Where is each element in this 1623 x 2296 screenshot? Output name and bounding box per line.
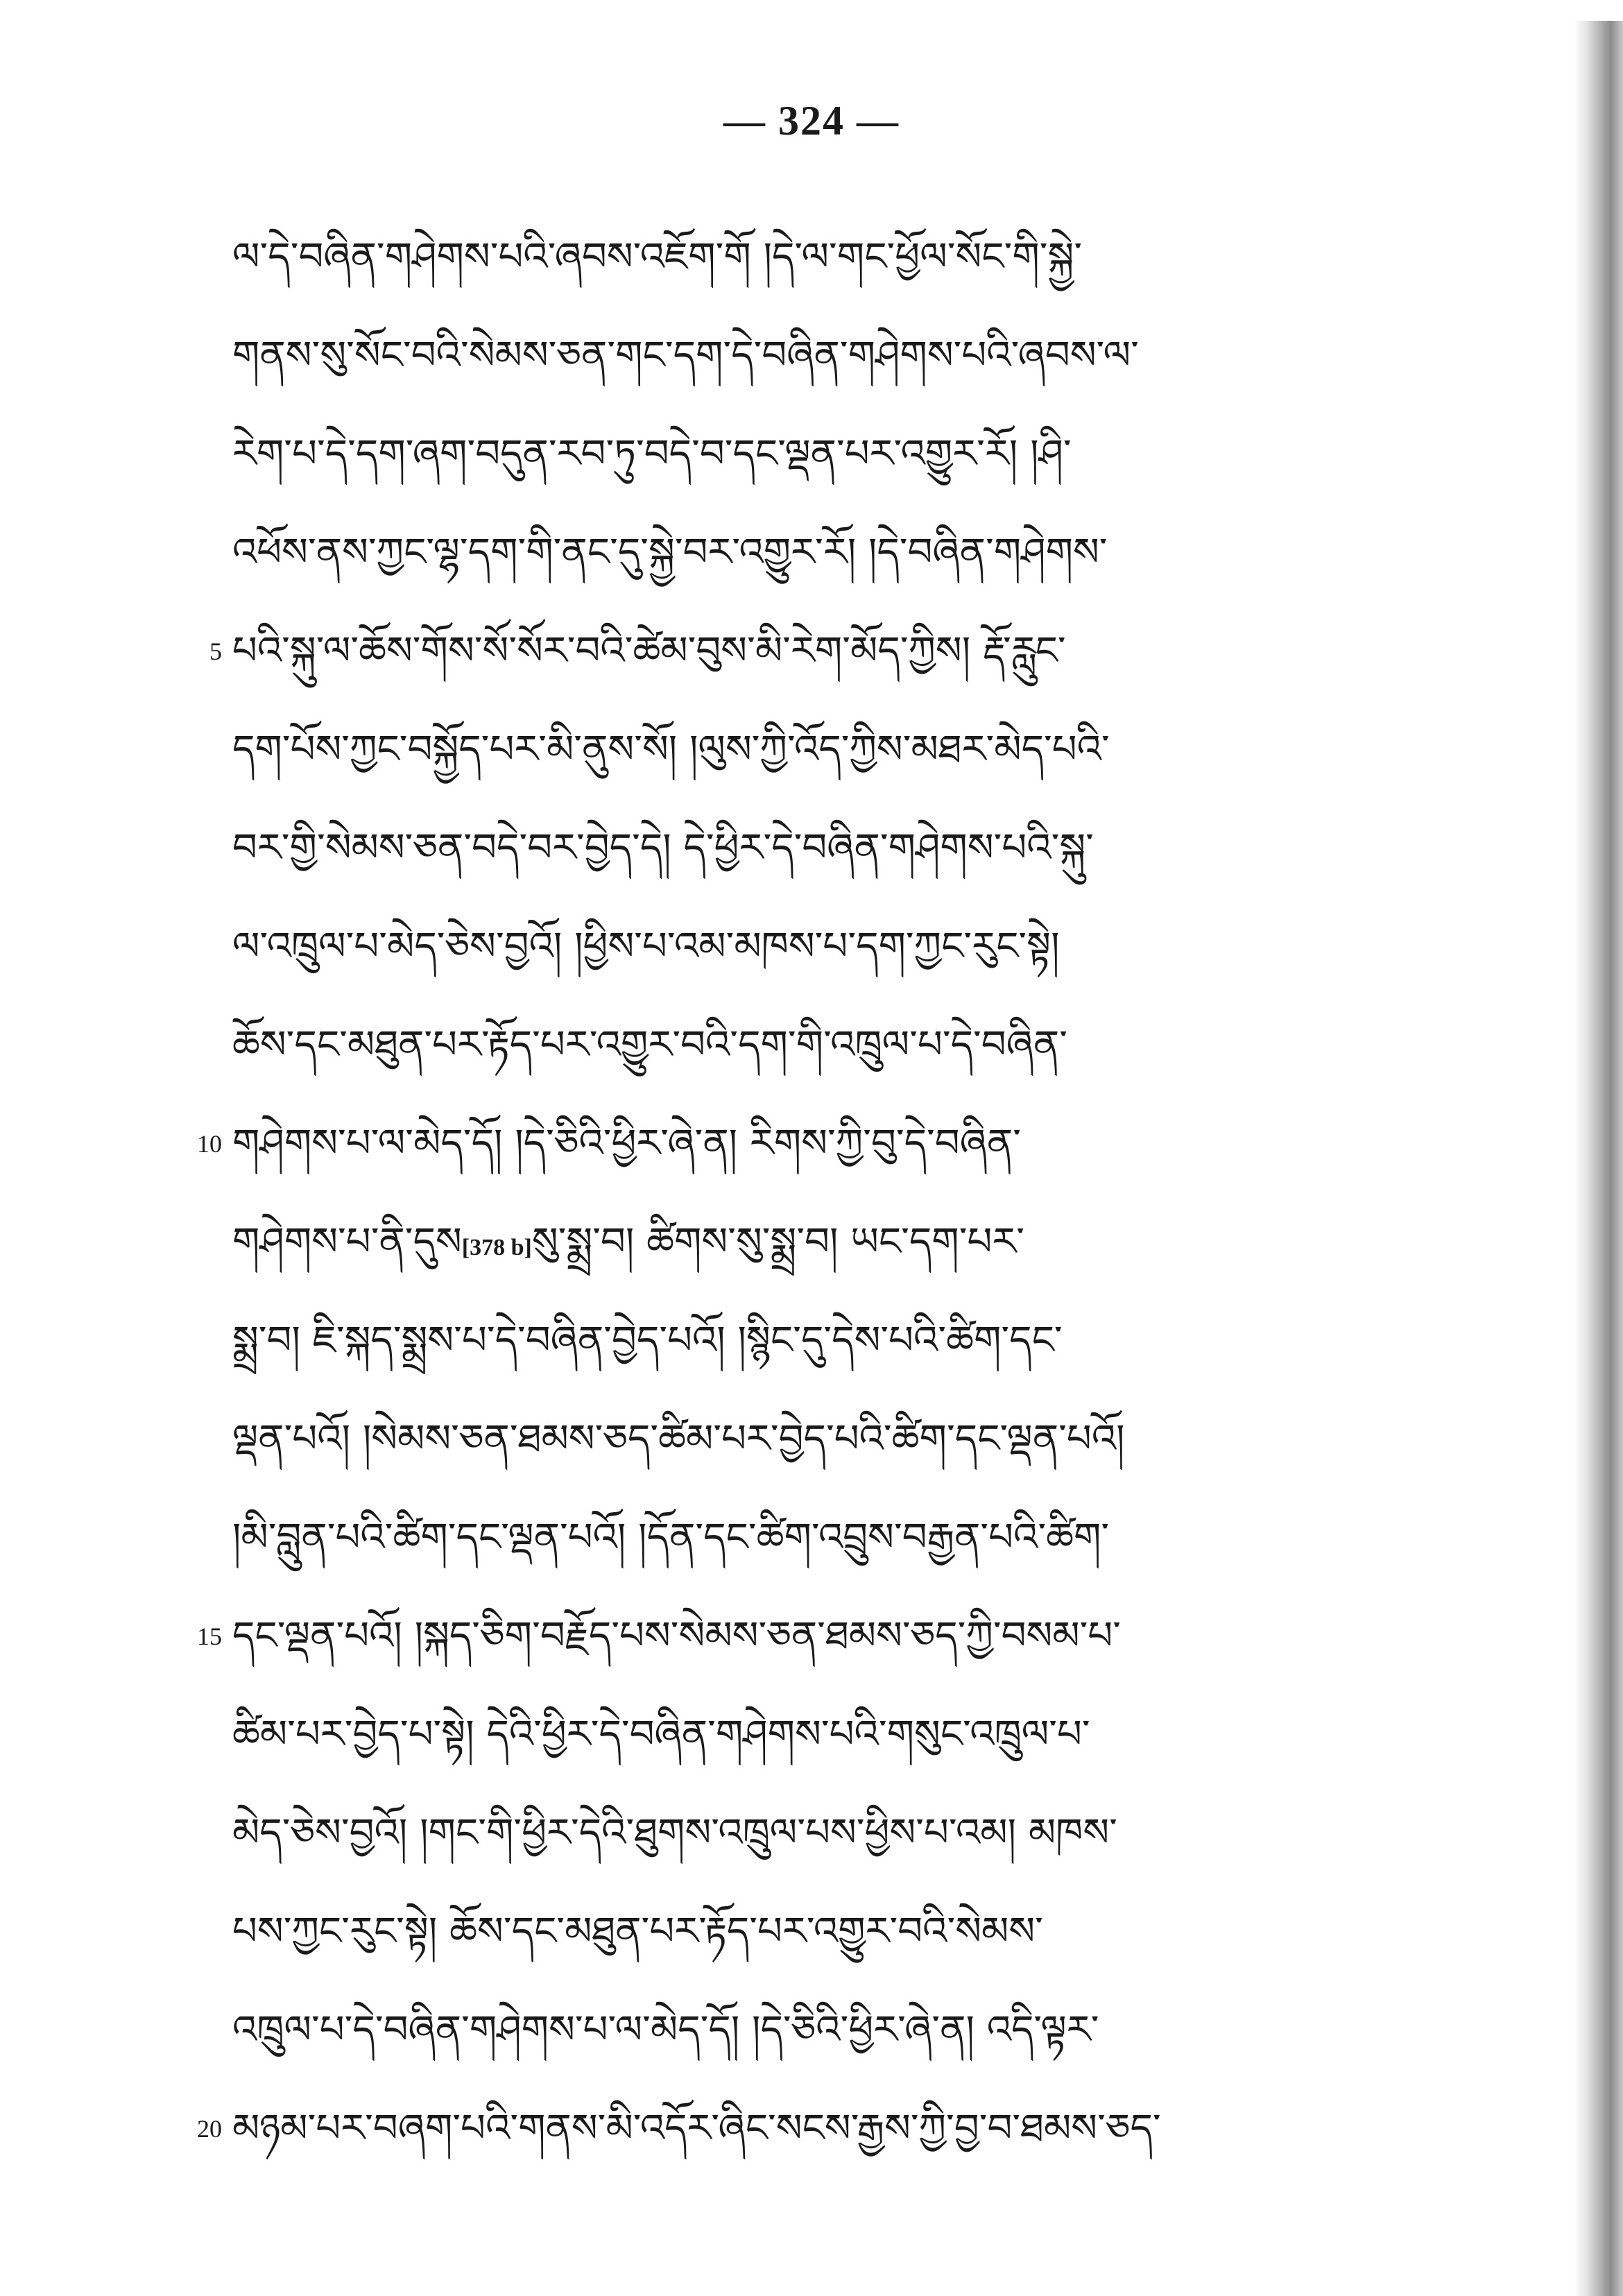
text-line xyxy=(132,1784,1498,1883)
text-line xyxy=(132,1390,1498,1489)
line-number: 15 xyxy=(197,1622,222,1650)
scan-page-edge xyxy=(1574,21,1623,2296)
line-text: འཁྲུལ་པ་དེ་བཞིན་གཤེགས་པ་ལ་མེད་དོ། །དེ་ཅིའི་ཕྱིར་ཞེ་ན། འདི་ལྟར་ xyxy=(232,2007,1099,2053)
text-line xyxy=(132,307,1498,405)
text-line xyxy=(132,1095,1498,1193)
text-line xyxy=(132,405,1498,504)
line-text: པའི་སྐུ་ལ་ཆོས་གོས་སོ་སོར་བའི་ཚེམ་བུས་མི་རེག་མོད་ཀྱིས། རྡོ་རླུང་ xyxy=(232,628,1066,674)
line-text xyxy=(132,1193,1024,1292)
line-number: 10 xyxy=(197,1130,222,1158)
line-text: མེད་ཅེས་བྱའོ། །གང་གི་ཕྱིར་དེའི་ཐུགས་འཁྲུལ་པས་ཕྱིས་པ་འམ། མཁས་ xyxy=(232,1810,1117,1856)
line-text-after-marker: སུ་སྨྲ་བ། ཚིགས་སུ་སྨྲ་བ། ཡང་དག་པར་ xyxy=(531,1219,1025,1265)
line-text: སྨྲ་བ། ཇི་སྐད་སྨྲས་པ་དེ་བཞིན་བྱེད་པའོ། །སྙིང་དུ་དེས་པའི་ཚིག་དང་ xyxy=(232,1318,1063,1363)
line-text-before-marker: གཤེགས་པ་ནི་དུས xyxy=(232,1219,462,1265)
text-line xyxy=(132,701,1498,799)
line-text: པས་ཀྱང་རུང་སྟེ། ཆོས་དང་མཐུན་པར་རྟོད་པར་འགྱུར་བའི་སེམས་ xyxy=(232,1909,1043,1954)
page-number: — 324 — xyxy=(723,98,900,144)
line-text: འཕོས་ནས་ཀྱང་ལྷ་དག་གི་ནང་དུ་སྐྱེ་བར་འགྱུར་རོ། །དེ་བཞིན་གཤེགས་ xyxy=(232,530,1108,575)
line-text: རེག་པ་དེ་དག་ཞག་བདུན་རབ་ཏུ་བདེ་བ་དང་ལྡན་པར་འགྱུར་རོ། །ཤི་ xyxy=(232,431,1072,477)
text-line xyxy=(132,1981,1498,2080)
line-text: ཚིམ་པར་བྱེད་པ་སྟེ། དེའི་ཕྱིར་དེ་བཞིན་གཤེགས་པའི་གསུང་འཁྲུལ་པ་ xyxy=(232,1712,1090,1757)
text-line xyxy=(132,898,1498,996)
line-text: དང་ལྡན་པའོ། །སྐད་ཅིག་བརྗོད་པས་སེམས་ཅན་ཐམས་ཅད་ཀྱི་བསམ་པ་ xyxy=(232,1613,1122,1659)
line-text: བར་གྱི་སེམས་ཅན་བདེ་བར་བྱེད་དེ། དེ་ཕྱིར་དེ་བཞིན་གཤེགས་པའི་སྐུ་ xyxy=(232,825,1094,871)
text-line xyxy=(132,1883,1498,1981)
text-line xyxy=(132,1686,1498,1784)
text-line xyxy=(132,996,1498,1095)
text-line xyxy=(132,208,1498,307)
text-line xyxy=(132,799,1498,898)
line-text: ལྡན་པའོ། །སེམས་ཅན་ཐམས་ཅད་ཚིམ་པར་བྱེད་པའི་ཚིག་དང་ལྡན་པའོ། xyxy=(232,1416,1125,1462)
folio-marker: [378 b] xyxy=(461,1235,532,1260)
text-line xyxy=(132,1292,1498,1390)
line-text: དག་པོས་ཀྱང་བསྐྱོད་པར་མི་ནུས་སོ། །ལུས་ཀྱི་འོད་ཀྱིས་མཐར་མེད་པའི་ xyxy=(232,727,1110,772)
text-line xyxy=(132,1193,1498,1292)
line-text: ལ་འཁྲུལ་པ་མེད་ཅེས་བྱའོ། །ཕྱིས་པ་འམ་མཁས་པ་དག་ཀྱང་རུང་སྟེ། xyxy=(232,924,1060,969)
line-text: ལ་དེ་བཞིན་གཤེགས་པའི་ཞབས་འཇོག་གོ །དེ་ལ་གང་ཕྱོལ་སོང་གི་སྐྱེ་ xyxy=(232,234,1083,280)
tibetan-text-block xyxy=(132,208,1498,2178)
line-text: །མི་བླུན་པའི་ཚིག་དང་ལྡན་པའོ། །དོན་དང་ཚིག་འབྲུས་བརྒྱན་པའི་ཚིག་ xyxy=(232,1515,1110,1560)
line-text: ཆོས་དང་མཐུན་པར་རྟོད་པར་འགྱུར་བའི་དག་གི་འཁྲུལ་པ་དེ་བཞིན་ xyxy=(232,1022,1067,1068)
line-text: མཉམ་པར་བཞག་པའི་གནས་མི་འདོར་ཞིང་སངས་རྒྱས་ཀྱི་བྱ་བ་ཐམས་ཅད་ xyxy=(232,2106,1161,2151)
line-number: 20 xyxy=(197,2115,222,2143)
line-number: 5 xyxy=(209,637,222,665)
line-text: གནས་སུ་སོང་བའི་སེམས་ཅན་གང་དག་དེ་བཞིན་གཤེགས་པའི་ཞབས་ལ་ xyxy=(232,333,1139,378)
text-line xyxy=(132,1587,1498,1686)
text-line xyxy=(132,2080,1498,2178)
line-text: གཤེགས་པ་ལ་མེད་དོ། །དེ་ཅིའི་ཕྱིར་ཞེ་ན། རིགས་ཀྱི་བུ་དེ་བཞིན་ xyxy=(232,1121,1022,1166)
text-line xyxy=(132,602,1498,701)
text-line xyxy=(132,504,1498,602)
text-line xyxy=(132,1489,1498,1587)
